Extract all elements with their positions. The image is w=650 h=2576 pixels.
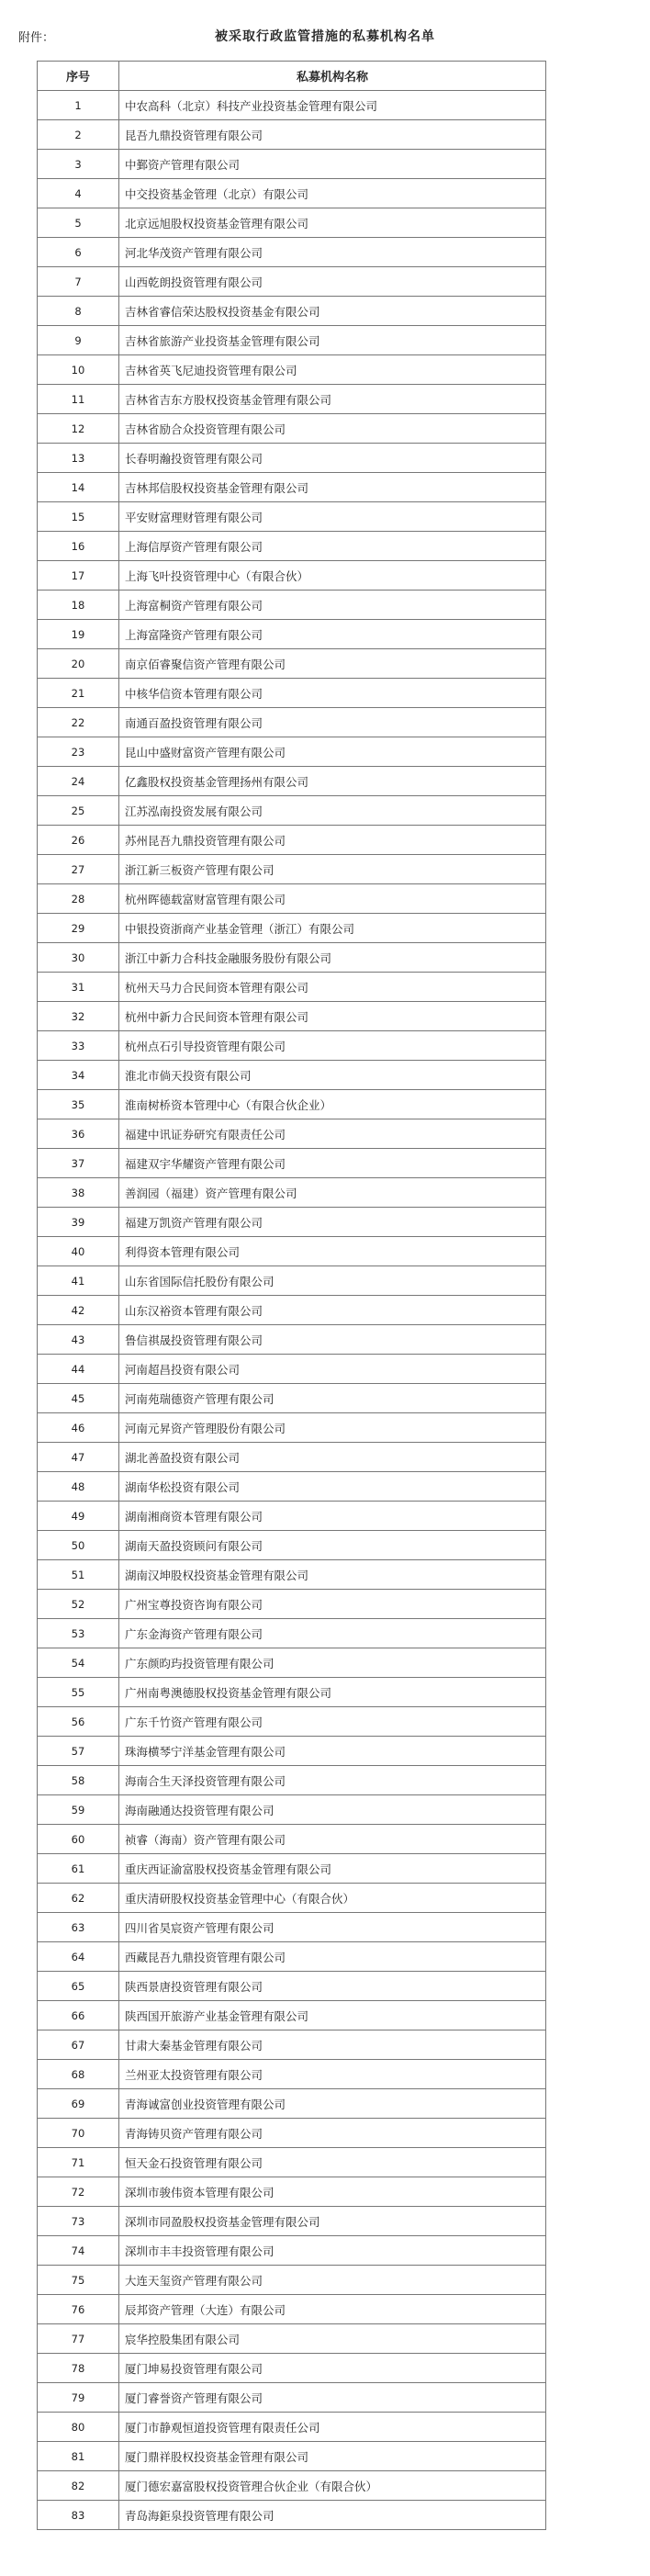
table-row [38, 1737, 546, 1766]
institution-name: 祯睿（海南）资产管理有限公司 [119, 1825, 546, 1854]
row-index: 57 [38, 1737, 119, 1766]
row-index: 68 [38, 2060, 119, 2089]
row-index: 7 [38, 267, 119, 297]
row-index: 77 [38, 2324, 119, 2354]
table-row [38, 1090, 546, 1119]
table-row [38, 2442, 546, 2471]
institution-name: 厦门鼎祥股权投资基金管理有限公司 [119, 2442, 546, 2471]
table-row [38, 355, 546, 385]
table-row [38, 208, 546, 238]
table-row [38, 1031, 546, 1061]
table-row [38, 1531, 546, 1560]
row-index: 33 [38, 1031, 119, 1061]
table-row [38, 1972, 546, 2001]
table-row [38, 2354, 546, 2383]
table-row [38, 1648, 546, 1678]
institution-name: 北京远旭股权投资基金管理有限公司 [119, 208, 546, 238]
institution-name: 上海飞叶投资管理中心（有限合伙） [119, 561, 546, 591]
institution-name: 辰邦资产管理（大连）有限公司 [119, 2295, 546, 2324]
row-index: 16 [38, 532, 119, 561]
row-index: 26 [38, 826, 119, 855]
table-row [38, 2266, 546, 2295]
row-index: 74 [38, 2236, 119, 2266]
institution-name: 鲁信祺晟投资管理有限公司 [119, 1325, 546, 1355]
institution-name: 陕西国开旅游产业基金管理有限公司 [119, 2001, 546, 2030]
table-row [38, 884, 546, 914]
table-row [38, 2060, 546, 2089]
table-row [38, 267, 546, 297]
institution-name: 大连天玺资产管理有限公司 [119, 2266, 546, 2295]
table-row [38, 444, 546, 473]
table-row [38, 2207, 546, 2236]
table-row [38, 1413, 546, 1443]
table-row [38, 385, 546, 414]
table-row [38, 2119, 546, 2148]
institution-name: 兰州亚太投资管理有限公司 [119, 2060, 546, 2089]
row-index: 41 [38, 1266, 119, 1296]
row-index: 23 [38, 737, 119, 767]
institution-name: 湖南华松投资有限公司 [119, 1472, 546, 1502]
table-row [38, 1825, 546, 1854]
row-index: 27 [38, 855, 119, 884]
row-index: 81 [38, 2442, 119, 2471]
row-index: 66 [38, 2001, 119, 2030]
table-row [38, 502, 546, 532]
row-index: 61 [38, 1854, 119, 1884]
row-index: 4 [38, 179, 119, 208]
institution-name: 上海信厚资产管理有限公司 [119, 532, 546, 561]
institution-name: 西藏昆吾九鼎投资管理有限公司 [119, 1942, 546, 1972]
row-index: 45 [38, 1384, 119, 1413]
row-index: 62 [38, 1884, 119, 1913]
row-index: 15 [38, 502, 119, 532]
institution-name: 四川省昊宸资产管理有限公司 [119, 1913, 546, 1942]
institution-name: 广州南粤澳德股权投资基金管理有限公司 [119, 1678, 546, 1707]
table-row [38, 737, 546, 767]
table-row [38, 1266, 546, 1296]
attachment-label: 附件： [18, 31, 55, 45]
row-index: 21 [38, 679, 119, 708]
row-index: 52 [38, 1590, 119, 1619]
row-index: 37 [38, 1149, 119, 1178]
row-index: 70 [38, 2119, 119, 2148]
row-index: 20 [38, 649, 119, 679]
table-row [38, 120, 546, 150]
row-index: 51 [38, 1560, 119, 1590]
row-index: 53 [38, 1619, 119, 1648]
institution-name: 杭州天马力合民间资本管理有限公司 [119, 973, 546, 1002]
row-index: 3 [38, 150, 119, 179]
row-index: 63 [38, 1913, 119, 1942]
institution-name: 河北华茂资产管理有限公司 [119, 238, 546, 267]
table-row [38, 1178, 546, 1208]
institution-name: 山东汉裕资本管理有限公司 [119, 1296, 546, 1325]
row-index: 75 [38, 2266, 119, 2295]
row-index: 8 [38, 297, 119, 326]
table-row [38, 591, 546, 620]
institution-name: 湖南汉坤股权投资基金管理有限公司 [119, 1560, 546, 1590]
table-row [38, 1002, 546, 1031]
institution-name: 厦门德宏嘉富股权投资管理合伙企业（有限合伙） [119, 2471, 546, 2501]
table-row [38, 1590, 546, 1619]
table-row [38, 2030, 546, 2060]
institution-name: 深圳市丰丰投资管理有限公司 [119, 2236, 546, 2266]
row-index: 24 [38, 767, 119, 796]
table-row [38, 473, 546, 502]
table-row [38, 1854, 546, 1884]
table-row [38, 2089, 546, 2119]
row-index: 78 [38, 2354, 119, 2383]
row-index: 58 [38, 1766, 119, 1795]
table-row [38, 1884, 546, 1913]
row-index: 76 [38, 2295, 119, 2324]
institution-name: 宸华控股集团有限公司 [119, 2324, 546, 2354]
table-row [38, 1061, 546, 1090]
document-title: 被采取行政监管措施的私募机构名单 [215, 29, 435, 44]
institution-name: 河南超昌投资有限公司 [119, 1355, 546, 1384]
table-row [38, 2471, 546, 2501]
column-header-index: 序号 [38, 62, 119, 91]
row-index: 83 [38, 2501, 119, 2530]
table-row [38, 2001, 546, 2030]
table-row [38, 2236, 546, 2266]
institution-name: 吉林省英飞尼迪投资管理有限公司 [119, 355, 546, 385]
row-index: 2 [38, 120, 119, 150]
table-row [38, 561, 546, 591]
table-row [38, 1795, 546, 1825]
institution-name: 湖南湘商资本管理有限公司 [119, 1502, 546, 1531]
table-row [38, 532, 546, 561]
row-index: 31 [38, 973, 119, 1002]
table-row [38, 2324, 546, 2354]
institution-name: 杭州中新力合民间资本管理有限公司 [119, 1002, 546, 1031]
institution-name: 南通百盈投资管理有限公司 [119, 708, 546, 737]
row-index: 73 [38, 2207, 119, 2236]
row-index: 42 [38, 1296, 119, 1325]
institution-name: 浙江中新力合科技金融服务股份有限公司 [119, 943, 546, 973]
institution-name: 青海诚富创业投资管理有限公司 [119, 2089, 546, 2119]
institution-name: 恒天金石投资管理有限公司 [119, 2148, 546, 2177]
row-index: 40 [38, 1237, 119, 1266]
row-index: 56 [38, 1707, 119, 1737]
row-index: 14 [38, 473, 119, 502]
row-index: 47 [38, 1443, 119, 1472]
row-index: 54 [38, 1648, 119, 1678]
table-row [38, 1237, 546, 1266]
table-row [38, 1707, 546, 1737]
institution-name: 亿鑫股权投资基金管理扬州有限公司 [119, 767, 546, 796]
table-row [38, 1384, 546, 1413]
table-row [38, 1355, 546, 1384]
row-index: 49 [38, 1502, 119, 1531]
table-row [38, 1443, 546, 1472]
row-index: 43 [38, 1325, 119, 1355]
table-row [38, 2413, 546, 2442]
table-row [38, 2177, 546, 2207]
table-row [38, 2383, 546, 2413]
table-row [38, 1942, 546, 1972]
table-row [38, 1149, 546, 1178]
row-index: 44 [38, 1355, 119, 1384]
institution-name: 广东颜昀玙投资管理有限公司 [119, 1648, 546, 1678]
institution-name: 河南苑瑞德资产管理有限公司 [119, 1384, 546, 1413]
table-row [38, 914, 546, 943]
table-row [38, 1208, 546, 1237]
row-index: 64 [38, 1942, 119, 1972]
row-index: 19 [38, 620, 119, 649]
institution-name: 苏州昆吾九鼎投资管理有限公司 [119, 826, 546, 855]
row-index: 55 [38, 1678, 119, 1707]
institution-name: 河南元昇资产管理股份有限公司 [119, 1413, 546, 1443]
table-row [38, 826, 546, 855]
table-row [38, 1619, 546, 1648]
table-row [38, 2501, 546, 2530]
row-index: 48 [38, 1472, 119, 1502]
table-row [38, 150, 546, 179]
institution-name: 福建双宇华耀资产管理有限公司 [119, 1149, 546, 1178]
row-index: 6 [38, 238, 119, 267]
table-header-row [38, 62, 546, 91]
institution-name: 青岛海鉅泉投资管理有限公司 [119, 2501, 546, 2530]
row-index: 72 [38, 2177, 119, 2207]
row-index: 9 [38, 326, 119, 355]
table-row [38, 1325, 546, 1355]
row-index: 35 [38, 1090, 119, 1119]
row-index: 29 [38, 914, 119, 943]
table-row [38, 326, 546, 355]
institution-name: 中核华信资本管理有限公司 [119, 679, 546, 708]
table-row [38, 238, 546, 267]
table-row [38, 620, 546, 649]
institution-name: 陕西景唐投资管理有限公司 [119, 1972, 546, 2001]
row-index: 12 [38, 414, 119, 444]
institution-name: 厦门睿誉资产管理有限公司 [119, 2383, 546, 2413]
table-row [38, 855, 546, 884]
institution-name: 吉林省吉东方股权投资基金管理有限公司 [119, 385, 546, 414]
institution-name: 重庆清研股权投资基金管理中心（有限合伙） [119, 1884, 546, 1913]
institution-name: 吉林省睿信荣达股权投资基金有限公司 [119, 297, 546, 326]
table-row [38, 1913, 546, 1942]
row-index: 50 [38, 1531, 119, 1560]
institution-name: 浙江新三板资产管理有限公司 [119, 855, 546, 884]
row-index: 13 [38, 444, 119, 473]
institution-name: 南京佰睿聚信资产管理有限公司 [119, 649, 546, 679]
institution-name: 淮北市倘天投资有限公司 [119, 1061, 546, 1090]
row-index: 65 [38, 1972, 119, 2001]
institution-name: 江苏泓南投资发展有限公司 [119, 796, 546, 826]
table-row [38, 973, 546, 1002]
row-index: 5 [38, 208, 119, 238]
row-index: 34 [38, 1061, 119, 1090]
row-index: 46 [38, 1413, 119, 1443]
table-row [38, 767, 546, 796]
row-index: 67 [38, 2030, 119, 2060]
institution-name: 昆吾九鼎投资管理有限公司 [119, 120, 546, 150]
table-row [38, 1766, 546, 1795]
institution-name: 杭州晖德载富财富管理有限公司 [119, 884, 546, 914]
table-row [38, 1119, 546, 1149]
institution-name: 中农高科（北京）科技产业投资基金管理有限公司 [119, 91, 546, 120]
row-index: 10 [38, 355, 119, 385]
institution-name: 长春明瀚投资管理有限公司 [119, 444, 546, 473]
row-index: 11 [38, 385, 119, 414]
row-index: 59 [38, 1795, 119, 1825]
table-row [38, 649, 546, 679]
institution-table [37, 61, 546, 2530]
table-row [38, 1502, 546, 1531]
institution-name: 深圳市同盈股权投资基金管理有限公司 [119, 2207, 546, 2236]
row-index: 25 [38, 796, 119, 826]
institution-name: 淮南树桥资本管理中心（有限合伙企业） [119, 1090, 546, 1119]
row-index: 1 [38, 91, 119, 120]
row-index: 18 [38, 591, 119, 620]
table-row [38, 297, 546, 326]
institution-name: 山东省国际信托股份有限公司 [119, 1266, 546, 1296]
table-row [38, 679, 546, 708]
institution-name: 吉林邦信股权投资基金管理有限公司 [119, 473, 546, 502]
institution-name: 中交投资基金管理（北京）有限公司 [119, 179, 546, 208]
institution-name: 广东千竹资产管理有限公司 [119, 1707, 546, 1737]
institution-name: 中鄞资产管理有限公司 [119, 150, 546, 179]
table-row [38, 1678, 546, 1707]
institution-name: 珠海横琴宁洋基金管理有限公司 [119, 1737, 546, 1766]
table-row [38, 414, 546, 444]
institution-name: 广东金海资产管理有限公司 [119, 1619, 546, 1648]
institution-name: 平安财富理财管理有限公司 [119, 502, 546, 532]
row-index: 80 [38, 2413, 119, 2442]
row-index: 69 [38, 2089, 119, 2119]
institution-name: 福建万凯资产管理有限公司 [119, 1208, 546, 1237]
institution-name: 湖北善盈投资有限公司 [119, 1443, 546, 1472]
institution-name: 杭州点石引导投资管理有限公司 [119, 1031, 546, 1061]
institution-name: 上海富桐资产管理有限公司 [119, 591, 546, 620]
table-row [38, 179, 546, 208]
table-row [38, 91, 546, 120]
row-index: 39 [38, 1208, 119, 1237]
institution-name: 中银投资浙商产业基金管理（浙江）有限公司 [119, 914, 546, 943]
institution-name: 上海富隆资产管理有限公司 [119, 620, 546, 649]
row-index: 30 [38, 943, 119, 973]
table-row [38, 1560, 546, 1590]
institution-name: 吉林省励合众投资管理有限公司 [119, 414, 546, 444]
institution-name: 青海铸贝资产管理有限公司 [119, 2119, 546, 2148]
institution-name: 甘肃大秦基金管理有限公司 [119, 2030, 546, 2060]
row-index: 38 [38, 1178, 119, 1208]
row-index: 36 [38, 1119, 119, 1149]
institution-name: 重庆西证渝富股权投资基金管理有限公司 [119, 1854, 546, 1884]
row-index: 79 [38, 2383, 119, 2413]
institution-name: 广州宝尊投资咨询有限公司 [119, 1590, 546, 1619]
row-index: 28 [38, 884, 119, 914]
table-row [38, 1472, 546, 1502]
table-row [38, 708, 546, 737]
row-index: 22 [38, 708, 119, 737]
institution-name: 昆山中盛财富资产管理有限公司 [119, 737, 546, 767]
institution-name: 湖南天盈投资顾问有限公司 [119, 1531, 546, 1560]
row-index: 32 [38, 1002, 119, 1031]
table-row [38, 943, 546, 973]
institution-name: 海南合生天泽投资管理有限公司 [119, 1766, 546, 1795]
institution-name: 厦门市静观恒道投资管理有限责任公司 [119, 2413, 546, 2442]
table-row [38, 2295, 546, 2324]
institution-name: 海南融通达投资管理有限公司 [119, 1795, 546, 1825]
institution-name: 山西乾朗投资管理有限公司 [119, 267, 546, 297]
institution-name: 善润园（福建）资产管理有限公司 [119, 1178, 546, 1208]
institution-name: 利得资本管理有限公司 [119, 1237, 546, 1266]
table-row [38, 1296, 546, 1325]
institution-name: 福建中讯证券研究有限责任公司 [119, 1119, 546, 1149]
row-index: 60 [38, 1825, 119, 1854]
row-index: 71 [38, 2148, 119, 2177]
row-index: 17 [38, 561, 119, 591]
table-row [38, 796, 546, 826]
column-header-name: 私募机构名称 [119, 62, 546, 91]
row-index: 82 [38, 2471, 119, 2501]
institution-name: 深圳市骏伟资本管理有限公司 [119, 2177, 546, 2207]
institution-name: 厦门坤易投资管理有限公司 [119, 2354, 546, 2383]
institution-name: 吉林省旅游产业投资基金管理有限公司 [119, 326, 546, 355]
table-row [38, 2148, 546, 2177]
